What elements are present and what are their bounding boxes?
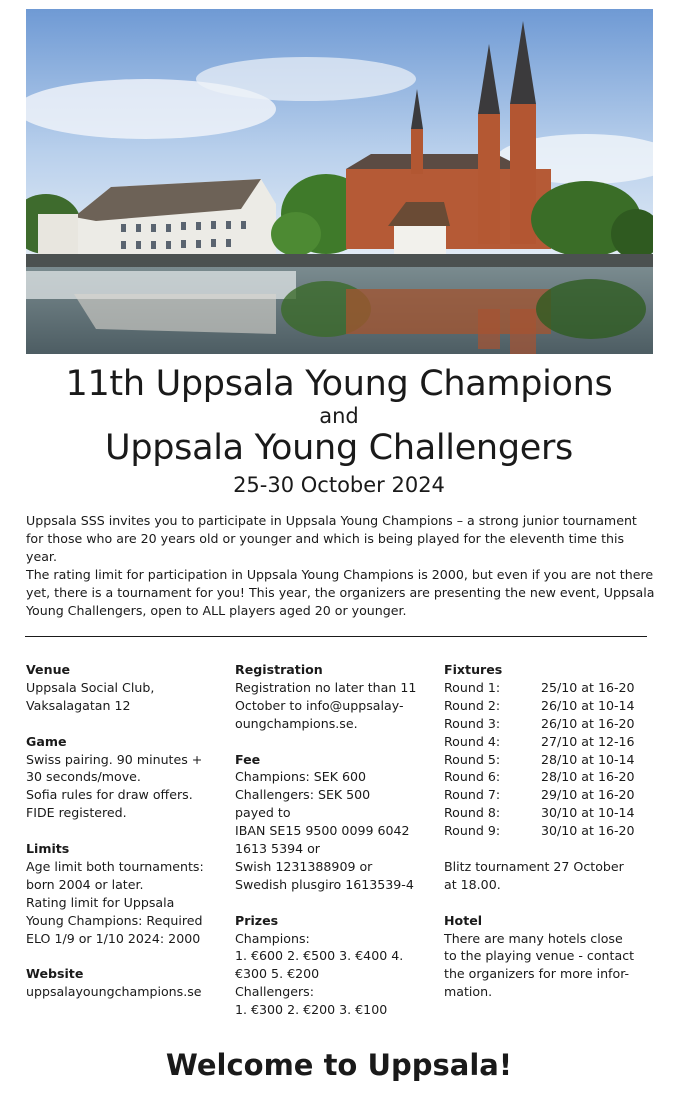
table-row bbox=[444, 697, 654, 715]
info-column-2 bbox=[235, 661, 425, 1037]
table-row bbox=[444, 679, 654, 697]
table-row bbox=[444, 768, 654, 786]
game-line: Sofia rules for draw offers. bbox=[26, 787, 193, 803]
round-label: Round 2: bbox=[444, 697, 501, 713]
round-time: 26/10 at 16-20 bbox=[541, 715, 635, 731]
intro-text bbox=[26, 512, 656, 620]
fee-section bbox=[235, 751, 425, 894]
limits-line: Young Champions: Required bbox=[26, 912, 203, 928]
intro-paragraph-1: Uppsala SSS invites you to participate in Uppsala Young Champions – a strong junior tournament for those who are 20 years old or younger and which is being played for the eleventh time this year. bbox=[26, 513, 637, 564]
registration-heading: Registration bbox=[235, 662, 323, 677]
round-time: 30/10 at 16-20 bbox=[541, 823, 635, 839]
title-block bbox=[0, 362, 678, 500]
round-label: Round 9: bbox=[444, 823, 501, 839]
round-time: 30/10 at 10-14 bbox=[541, 805, 635, 821]
registration-line: oungchampions.se. bbox=[235, 715, 358, 731]
table-row bbox=[444, 751, 654, 769]
fixtures-section bbox=[444, 661, 654, 840]
prizes-line: €300 5. €200 bbox=[235, 966, 320, 982]
website-link[interactable]: uppsalayoungchampions.se bbox=[26, 984, 202, 1000]
round-time: 28/10 at 16-20 bbox=[541, 769, 635, 785]
table-row bbox=[444, 715, 654, 733]
info-column-1 bbox=[26, 661, 218, 1019]
limits-section bbox=[26, 840, 218, 947]
venue-section bbox=[26, 661, 218, 715]
title-conjunction: and bbox=[319, 404, 359, 428]
limits-line: Age limit both tournaments: bbox=[26, 858, 204, 874]
round-time: 25/10 at 16-20 bbox=[541, 679, 635, 695]
hotel-line: mation. bbox=[444, 984, 493, 1000]
fee-line: 1613 5394 or bbox=[235, 841, 320, 857]
website-section bbox=[26, 965, 218, 1001]
registration-section bbox=[235, 661, 425, 733]
round-time: 29/10 at 16-20 bbox=[541, 787, 635, 803]
hero-photo bbox=[26, 9, 653, 354]
hotel-line: the organizers for more infor- bbox=[444, 966, 630, 982]
round-label: Round 4: bbox=[444, 733, 501, 749]
hotel-line: There are many hotels close bbox=[444, 930, 623, 946]
fee-line: payed to bbox=[235, 805, 291, 821]
table-row bbox=[444, 804, 654, 822]
game-line: 30 seconds/move. bbox=[26, 769, 141, 785]
welcome-heading: Welcome to Uppsala! bbox=[165, 1048, 513, 1082]
table-row bbox=[444, 733, 654, 751]
round-time: 26/10 at 10-14 bbox=[541, 697, 635, 713]
intro-paragraph-2: The rating limit for participation in Uppsala Young Champions is 2000, but even if you are not there yet, there is a tournament for you! This year, the organizers are presenting the new event, Uppsala Young Challengers, open to ALL players aged 20 or younger. bbox=[26, 567, 655, 618]
hotel-section bbox=[444, 912, 654, 1002]
prizes-line: 1. €600 2. €500 3. €400 4. bbox=[235, 948, 404, 964]
limits-heading: Limits bbox=[26, 841, 70, 857]
fee-line: Challengers: SEK 500 bbox=[235, 787, 371, 803]
fee-line: Swish 1231388909 or bbox=[235, 858, 373, 874]
limits-line: Rating limit for Uppsala bbox=[26, 894, 175, 910]
hotel-line: to the playing venue - contact bbox=[444, 948, 635, 964]
table-row bbox=[444, 786, 654, 804]
prizes-line: Champions: bbox=[235, 930, 310, 946]
fee-line: Champions: SEK 600 bbox=[235, 769, 366, 785]
round-label: Round 3: bbox=[444, 715, 501, 731]
game-section bbox=[26, 733, 218, 823]
round-label: Round 1: bbox=[444, 679, 501, 695]
prizes-line: Challengers: bbox=[235, 984, 314, 1000]
limits-line: born 2004 or later. bbox=[26, 876, 144, 892]
blitz-line: Blitz tournament 27 October bbox=[444, 858, 624, 874]
fixtures-table bbox=[444, 679, 654, 840]
website-heading: Website bbox=[26, 966, 84, 982]
game-line: Swiss pairing. 90 minutes + bbox=[26, 751, 203, 767]
fee-line: IBAN SE15 9500 0099 6042 bbox=[235, 823, 410, 839]
game-line: FIDE registered. bbox=[26, 805, 127, 821]
limits-line: ELO 1/9 or 1/10 2024: 2000 bbox=[26, 930, 201, 946]
tournament-dates: 25-30 October 2024 bbox=[233, 473, 445, 497]
divider bbox=[25, 636, 647, 637]
round-label: Round 5: bbox=[444, 751, 501, 767]
info-column-3 bbox=[444, 661, 654, 1019]
tournament-title: 11th Uppsala Young Champions bbox=[65, 364, 613, 404]
round-label: Round 6: bbox=[444, 769, 501, 785]
registration-line: October to info@uppsalay- bbox=[235, 697, 404, 713]
fixtures-heading: Fixtures bbox=[444, 662, 503, 677]
round-time: 27/10 at 12-16 bbox=[541, 733, 635, 749]
venue-line: Vaksalagatan 12 bbox=[26, 697, 131, 713]
venue-heading: Venue bbox=[26, 662, 71, 677]
prizes-section bbox=[235, 912, 425, 1019]
venue-line: Uppsala Social Club, bbox=[26, 679, 155, 695]
blitz-section bbox=[444, 858, 654, 894]
fee-line: Swedish plusgiro 1613539-4 bbox=[235, 876, 414, 892]
registration-line: Registration no later than 11 bbox=[235, 679, 417, 695]
game-heading: Game bbox=[26, 733, 67, 749]
round-time: 28/10 at 10-14 bbox=[541, 751, 635, 767]
tournament-subtitle: Uppsala Young Challengers bbox=[105, 428, 573, 468]
blitz-line: at 18.00. bbox=[444, 876, 501, 892]
table-row bbox=[444, 822, 654, 840]
round-label: Round 7: bbox=[444, 787, 501, 803]
fee-heading: Fee bbox=[235, 751, 261, 767]
round-label: Round 8: bbox=[444, 805, 501, 821]
hotel-heading: Hotel bbox=[444, 912, 483, 928]
prizes-heading: Prizes bbox=[235, 912, 279, 928]
prizes-line: 1. €300 2. €200 3. €100 bbox=[235, 1002, 388, 1018]
